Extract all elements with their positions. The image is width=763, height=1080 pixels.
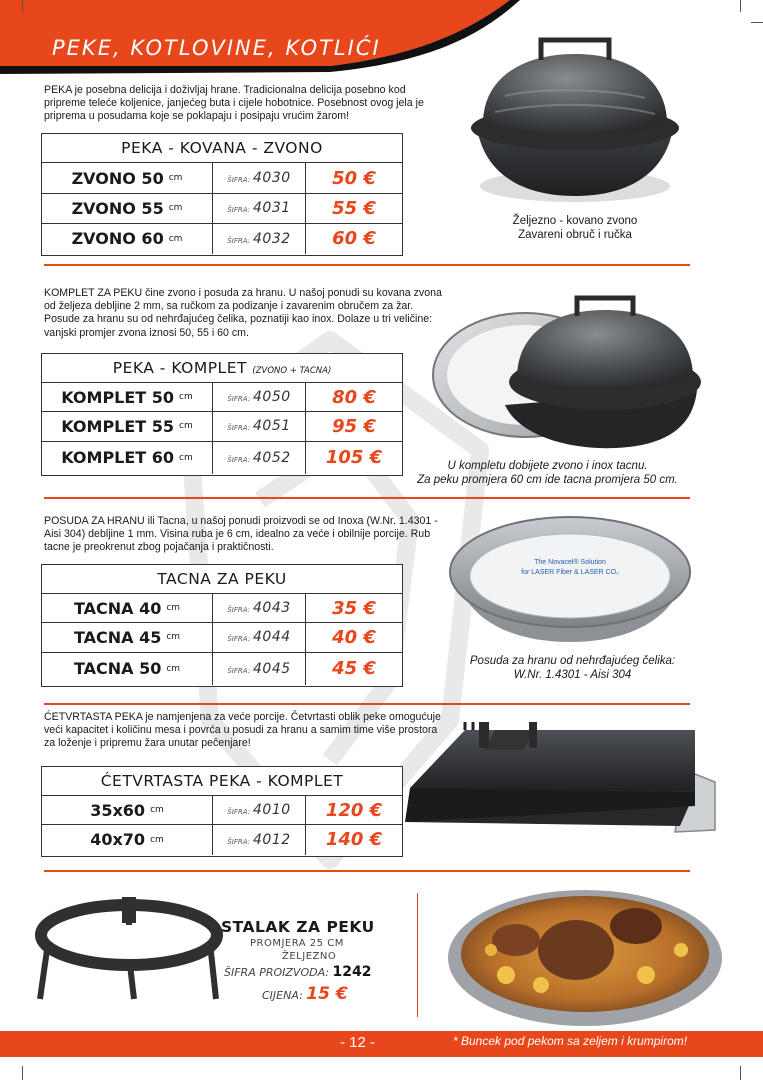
stand-line2: ŽELJEZNO [282,951,337,962]
product-code: 4050 [253,389,291,405]
unit: cm [166,632,181,642]
table-row [42,441,402,474]
price: 105 € [325,447,383,468]
table-row [42,193,402,224]
caption-bell: Željezno - kovano zvono Zavareni obruč i ručka [512,215,638,241]
product-name: 35x60 [90,800,146,820]
code-label: ŠIFRA: [227,837,251,846]
product-code: 4030 [253,170,291,186]
crop-mark [751,22,763,23]
code-label: ŠIFRA: [227,635,251,643]
price: 40 € [332,626,376,648]
crop-mark [22,0,23,12]
section-divider [44,703,690,705]
code-label: ŠIFRA: [227,395,251,403]
table-peka-komplet [41,353,403,476]
table-row [42,223,402,254]
code-label: ŠIFRA: [227,206,251,214]
page-number: - 12 - [340,1034,376,1051]
product-code: 4012 [253,831,291,848]
caption-tray: Posuda za hranu od nehrđajućeg čelika: W.Nr. 1.4301 - Aisi 304 [469,655,676,681]
unit: cm [179,452,193,463]
table-tacna [41,564,403,687]
unit: cm [168,173,183,183]
code-label: ŠIFRA: [227,176,251,184]
code-label: ŠIFRA: [227,666,251,675]
table-title: PEKA - KOVANA - ZVONO [42,134,402,163]
price: 80 € [332,386,376,408]
price: 120 € [325,799,383,821]
price: 35 € [332,597,376,619]
product-name: ZVONO 60 [71,229,164,248]
code-label: ŠIFRA: [227,455,251,464]
product-code: 4031 [253,200,291,216]
code-label: ŠIFRA: [227,606,251,614]
stand-line1: PROMJERA 25 CM [250,938,344,949]
intro-komplet: KOMPLET ZA PEKU čine zvono i posuda za hranu. U našoj ponudi su kovana zvona od željeza debljine 2 mm, sa ručkom za podizanje i zavarenim obručem za žar. Posude za hranu su od nehrđajućeg čelika, poznatiji kao inox. Dolaze u tri veličine: vanjski promjer zvona iznosi 50, 55 i 60 cm. [44,287,442,339]
square-peka-image [395,722,725,857]
tray-image [445,512,695,647]
price: 45 € [332,658,376,679]
intro-cetvrtasta: ĆETVRTASTA PEKA je namjenjena za veće porcije. Četvrtasti oblik peke omogućuje veći kapacitet i količinu mesa i povrća u posudi za hranu a samim time više prostora za loženje i pripremu žara unutar pečenjare! [44,711,441,750]
food-photo [446,880,724,1028]
table-row [42,796,402,825]
table-peka-zvono [41,133,403,256]
product-name: ZVONO 50 [71,168,164,188]
table-row [42,622,402,653]
table-row [42,824,402,855]
crop-mark [740,1066,741,1080]
product-code: 4045 [253,660,291,677]
unit: cm [168,233,183,244]
price: 140 € [325,829,383,850]
stand-image [34,895,224,1005]
crop-mark [740,0,741,12]
intro-posuda: POSUDA ZA HRANU ili Tacna, u našoj ponudi proizvodi se od Inoxa (W.Nr. 1.4301 - Aisi 304) debljine 1 mm. Visina ruba je 6 cm, idealno za veće i obilnije porcije. Rub tacne je preokrenut zbog pojačanja i praktičnosti. [44,515,438,554]
price: 95 € [332,415,376,437]
product-code: 4052 [253,449,291,466]
table-title: TACNA ZA PEKU [42,565,402,594]
section-divider [44,264,690,266]
product-code: 4043 [253,600,291,616]
stand-title: STALAK ZA PEKU [221,918,375,936]
unit: cm [179,421,193,431]
crop-mark [22,1066,23,1080]
table-title: ĆETVRTASTA PEKA - KOMPLET [42,767,402,796]
product-name: 40x70 [90,830,146,849]
product-name: TACNA 40 [73,598,162,618]
code-label: ŠIFRA: [227,236,251,245]
table-title: PEKA - KOMPLET (ZVONO + TACNA) [42,354,402,383]
product-code: 4051 [253,418,291,434]
section-divider [44,497,690,499]
table-cetvrtasta [41,766,403,857]
divider-vertical [417,893,418,1017]
bell-lid-image [455,36,695,208]
unit: cm [150,834,164,845]
unit: cm [179,392,193,402]
product-name: TACNA 45 [73,627,162,647]
price: 55 € [332,197,376,219]
price: 60 € [332,228,376,249]
tray-label: for LASER Fiber & LASER CO₂ [521,569,619,576]
section-divider [44,870,690,872]
table-row [42,652,402,685]
footer-note: * Buncek pod pekom sa zeljem i krumpirom! [453,1034,688,1048]
product-name: ZVONO 55 [71,198,164,218]
stand-code: ŠIFRA PROIZVODA: 1242 [224,964,372,980]
product-code: 4032 [253,230,291,247]
table-row [42,383,402,412]
product-code: 4044 [253,629,291,645]
product-name: KOMPLET 55 [61,416,175,436]
product-name: TACNA 50 [73,659,162,678]
table-row [42,411,402,442]
code-label: ŠIFRA: [227,808,251,816]
price: 50 € [332,167,376,189]
product-code: 4010 [253,802,291,818]
caption-komplet: U kompletu dobijete zvono i inox tacnu. Za peku promjera 60 cm ide tacna promjera 50 cm. [417,460,678,486]
komplet-image [425,290,715,455]
product-name: KOMPLET 50 [61,387,175,407]
unit: cm [168,203,183,213]
code-label: ŠIFRA: [227,424,251,432]
stand-price: CIJENA: 15 € [262,984,348,1004]
tray-label: The Novacel® Solution [534,559,606,566]
intro-peka: PEKA je posebna delicija i doživljaj hrane. Tradicionalna delicija posebno kod pripreme teleće koljenice, janjećeg buta i cijele hobotnice. Posebnost ovog jela je priprema u posudama koje se poklapaju i posipaju vrućim žarom! [44,84,424,123]
unit: cm [166,603,181,613]
page-title: PEKE, KOTLOVINE, KOTLIĆI [52,36,381,60]
product-name: KOMPLET 60 [61,448,175,467]
table-row [42,594,402,623]
unit: cm [166,663,181,674]
table-row [42,163,402,194]
unit: cm [150,805,164,815]
